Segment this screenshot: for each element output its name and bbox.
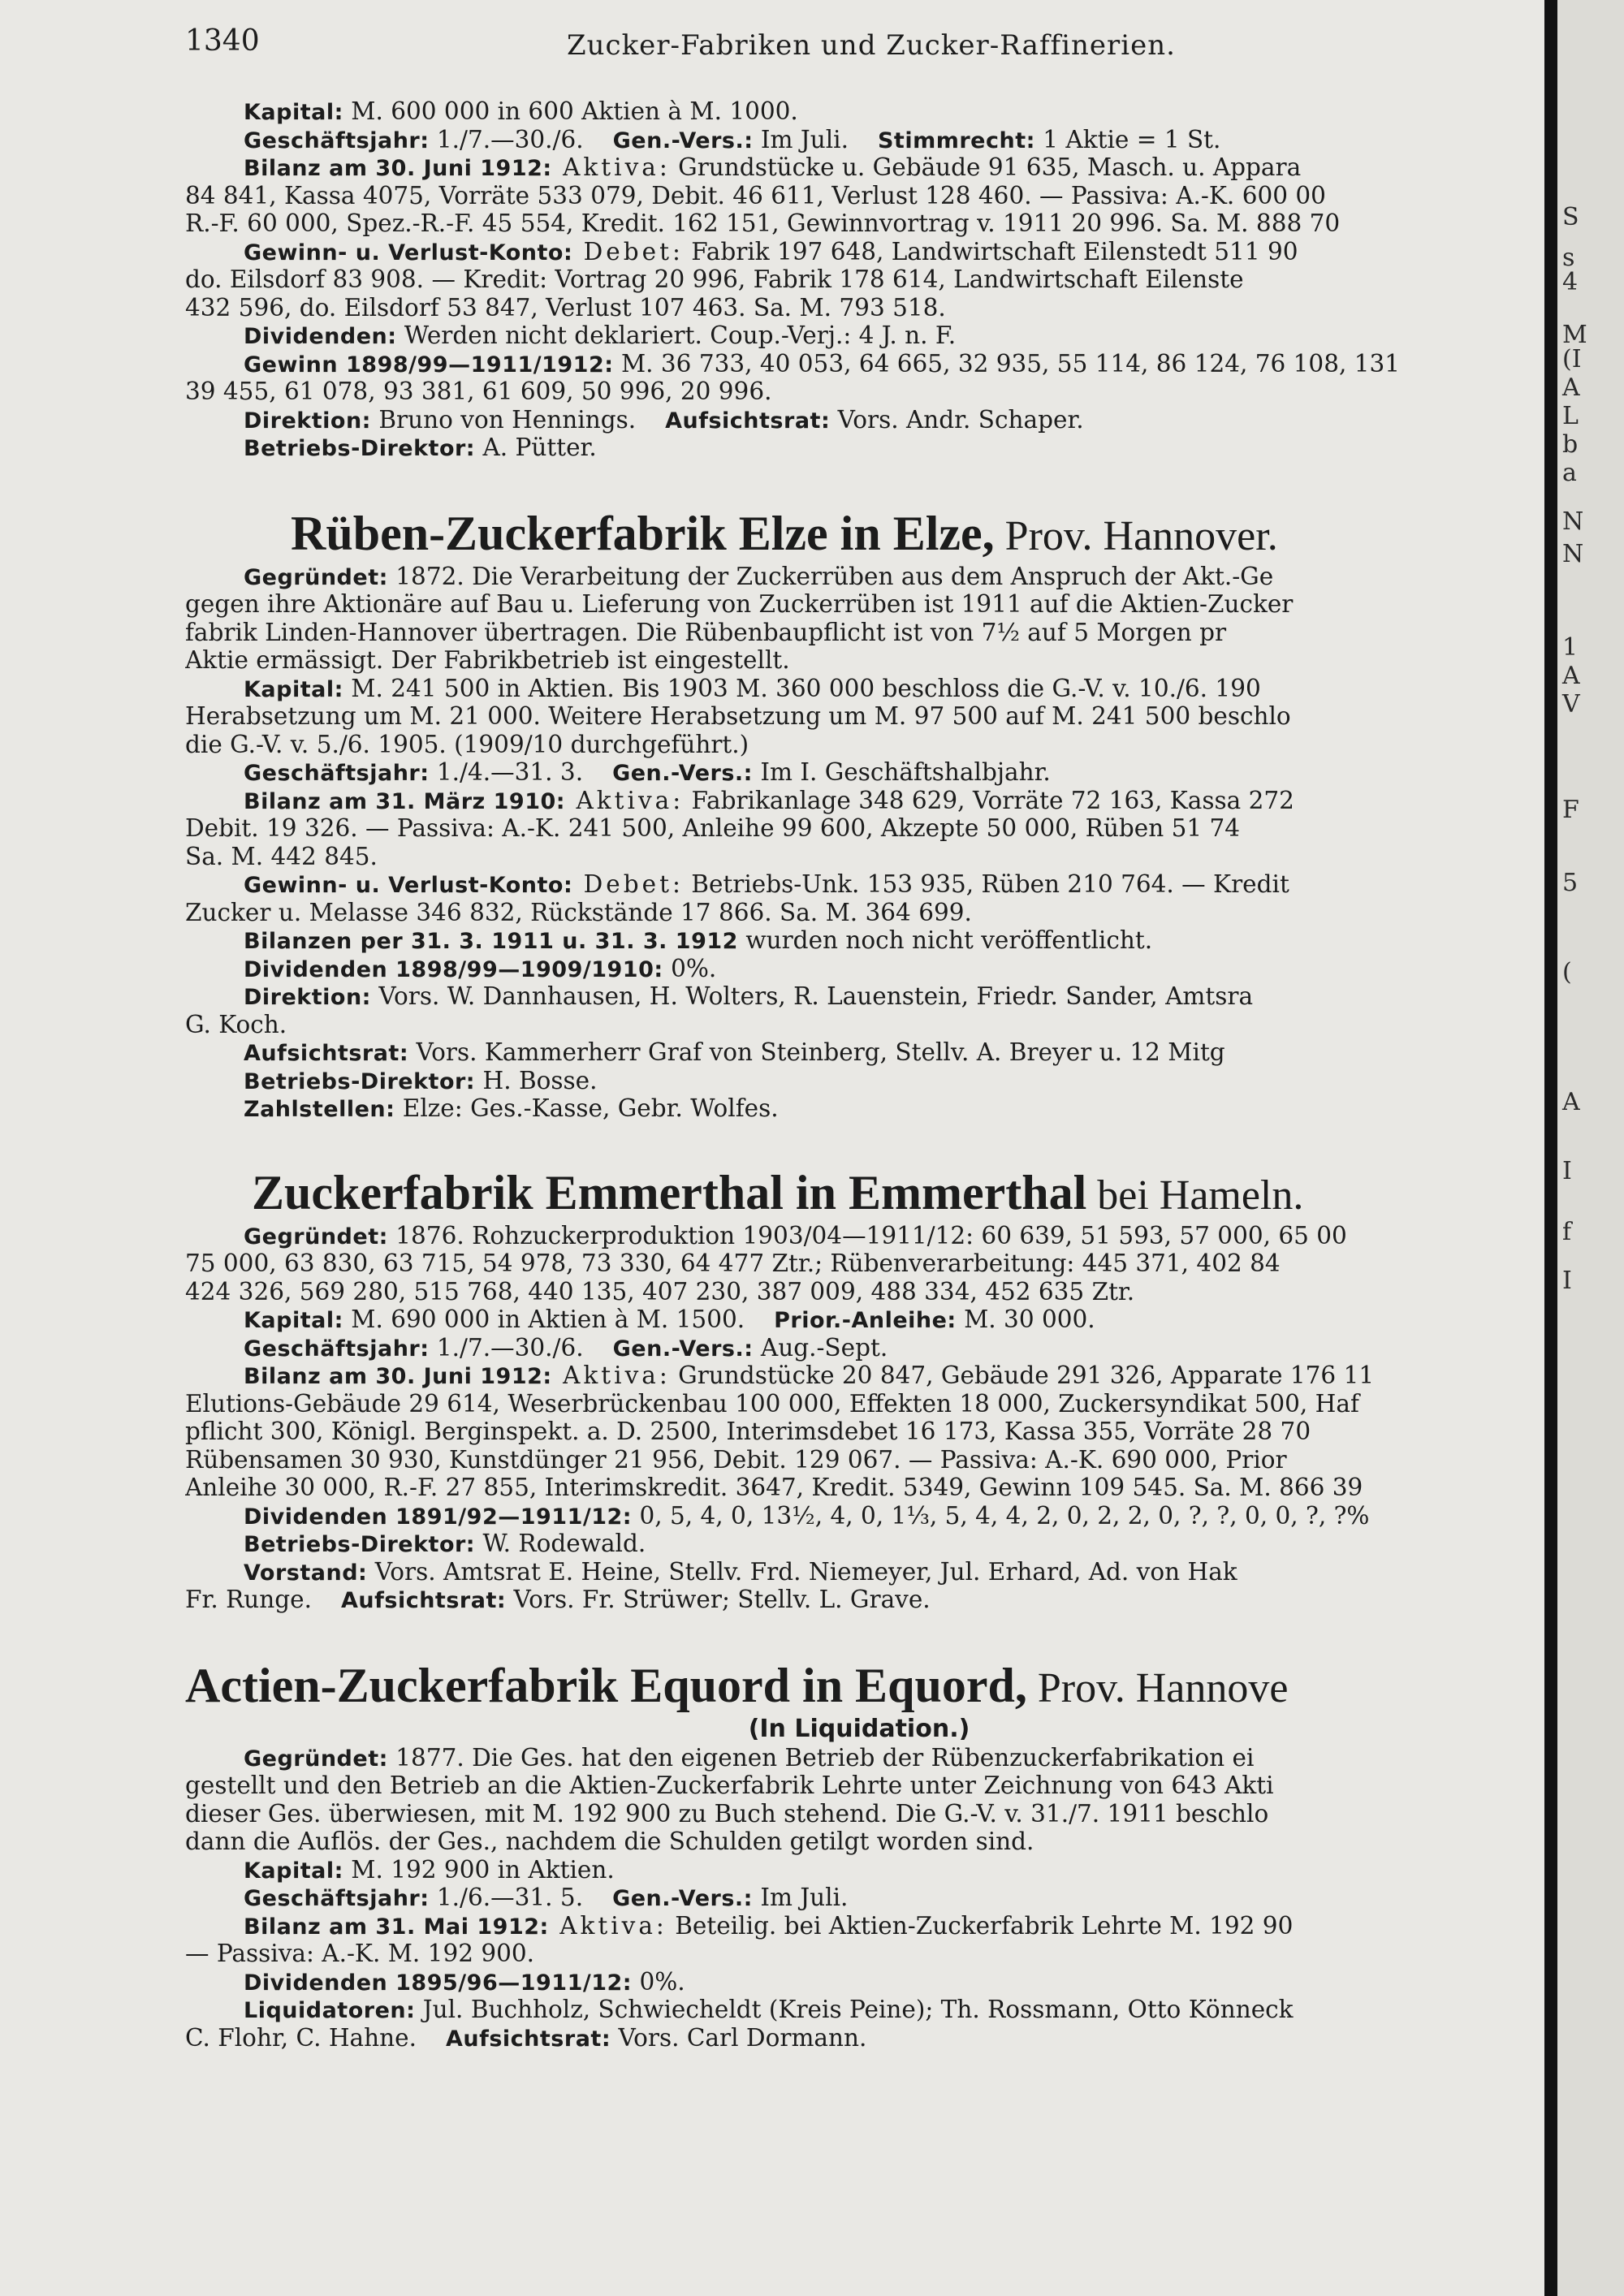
field-text: 1 Aktie = 1 St.	[1034, 125, 1221, 153]
text-line	[185, 1094, 1533, 1123]
field-text: Rübensamen 30 930, Kunstdünger 21 956, Debit. 129 067. — Passiva: A.-K. 690 000, Prior	[185, 1445, 1287, 1474]
text-line	[185, 1278, 1533, 1306]
text-line	[185, 378, 1533, 406]
field-text: Sa. M. 442 845.	[185, 842, 378, 870]
text-line	[185, 406, 1533, 434]
field-label: Gen.-Vers.:	[612, 127, 754, 153]
field-label: Gegründet:	[244, 564, 388, 590]
field-label: Gewinn- u. Verlust-Konto:	[244, 240, 573, 265]
field-text: M. 30 000.	[956, 1306, 1095, 1333]
field-text: Elze: Ges.-Kasse, Gebr. Wolfes.	[395, 1094, 779, 1122]
text-line	[185, 182, 1533, 210]
entry-title	[185, 507, 1533, 563]
field-label: Gen.-Vers.:	[612, 761, 753, 786]
text-line	[185, 1418, 1533, 1446]
edge-fragment: V	[1562, 690, 1580, 719]
text-line	[185, 1856, 1533, 1884]
field-text: dann die Auflös. der Ges., nachdem die Schulden getilgt worden sind.	[185, 1828, 1034, 1855]
field-label: Kapital:	[244, 676, 343, 702]
field-text: Grundstücke u. Gebäude 91 635, Masch. u. Appara	[670, 153, 1302, 181]
field-text: Fabrik 197 648, Landwirtschaft Eilenstedt 511 90	[683, 237, 1298, 265]
field-text: M. 241 500 in Aktien. Bis 1903 M. 360 000 beschloss die G.-V. v. 10./6. 190	[343, 674, 1261, 702]
text-line	[185, 758, 1533, 787]
text-line	[185, 1390, 1533, 1418]
field-text: Grundstücke 20 847, Gebäude 291 326, Apparate 176 11	[670, 1362, 1375, 1389]
entry-title-location: Prov. Hannove	[1026, 1664, 1289, 1711]
company-entry-continued	[185, 97, 1533, 462]
field-label: Prior.-Anleihe:	[774, 1308, 957, 1333]
text-line	[185, 563, 1533, 591]
text-line	[185, 1884, 1533, 1912]
text-line	[185, 1011, 1533, 1039]
text-line	[185, 899, 1533, 927]
field-label: Gewinn- u. Verlust-Konto:	[244, 873, 573, 898]
text-line	[185, 1306, 1533, 1334]
entry-subtitle: (In Liquidation.)	[748, 1714, 970, 1743]
text-line	[185, 870, 1533, 899]
field-label: Liquidatoren:	[244, 1998, 416, 2023]
field-text: Vors. Fr. Strüwer; Stellv. L. Grave.	[506, 1586, 931, 1613]
field-text: 1876. Rohzuckerproduktion 1903/04—1911/12: 60 639, 51 593, 57 000, 65 00	[387, 1221, 1347, 1249]
entry-title-name: Actien-Zuckerfabrik Equord in Equord,	[185, 1659, 1027, 1712]
field-text: do. Eilsdorf 83 908. — Kredit: Vortrag 20 996, Fabrik 178 614, Landwirtschaft Eilenste	[185, 265, 1244, 293]
field-label: Kapital:	[244, 1308, 343, 1333]
field-text: M. 690 000 in Aktien à M. 1500.	[343, 1306, 745, 1333]
field-label: Dividenden 1891/92—1911/12:	[244, 1504, 633, 1530]
field-subhead: Aktiva:	[548, 1911, 667, 1940]
text-line	[185, 814, 1533, 843]
text-line	[185, 126, 1533, 154]
text-line	[185, 982, 1533, 1011]
field-text: — Passiva: A.-K. M. 192 900.	[185, 1940, 535, 1967]
field-text: 424 326, 569 280, 515 768, 440 135, 407 230, 387 009, 488 334, 452 635 Ztr.	[185, 1277, 1135, 1306]
text-line	[185, 1474, 1533, 1502]
field-label: Aufsichtsrat:	[341, 1588, 507, 1613]
running-head: Zucker-Fabriken und Zucker-Raffinerien.	[567, 29, 1176, 62]
text-line	[185, 209, 1533, 238]
field-label: Bilanz am 30. Juni 1912:	[244, 1364, 552, 1389]
edge-fragment: 4	[1562, 268, 1579, 296]
edge-fragment: f	[1562, 1218, 1572, 1246]
text-line	[185, 97, 1533, 126]
field-label: Direktion:	[244, 985, 371, 1010]
edge-fragment: A	[1562, 1088, 1580, 1116]
edge-fragment: 1	[1562, 633, 1579, 662]
field-text: 39 455, 61 078, 93 381, 61 609, 50 996, 20 996.	[185, 378, 772, 405]
field-label: Direktion:	[244, 408, 371, 434]
field-subhead: Aktiva:	[551, 153, 671, 181]
field-text: R.-F. 60 000, Spez.-R.-F. 45 554, Kredit. 162 151, Gewinnvortrag v. 1911 20 996. Sa. M. 888 70	[185, 209, 1341, 237]
text-line	[185, 1362, 1533, 1390]
field-label: Bilanz am 30. Juni 1912:	[244, 156, 552, 181]
field-text: W. Rodewald.	[475, 1530, 646, 1557]
field-text: die G.-V. v. 5./6. 1905. (1909/10 durchgeführt.)	[185, 730, 749, 758]
field-text: 84 841, Kassa 4075, Vorräte 533 079, Debit. 46 611, Verlust 128 460. — Passiva: A.-K. 600 00	[185, 181, 1326, 209]
field-label: Stimmrecht:	[877, 127, 1035, 153]
page-gutter	[1544, 0, 1557, 2296]
field-text: Zucker u. Melasse 346 832, Rückstände 17 866. Sa. M. 364 699.	[185, 898, 972, 926]
field-label: Kapital:	[244, 1858, 343, 1884]
field-text: 1./7.—30./6.	[429, 125, 584, 153]
field-label: Gegründet:	[244, 1746, 388, 1772]
field-text: M. 192 900 in Aktien.	[343, 1855, 615, 1884]
field-subhead: Debet:	[572, 870, 684, 898]
edge-fragment: N	[1562, 507, 1584, 536]
text-line	[185, 2024, 1533, 2052]
edge-fragment: 5	[1562, 869, 1579, 897]
field-subhead: Aktiva:	[565, 786, 685, 814]
field-label: Vorstand:	[244, 1560, 368, 1586]
text-line	[185, 1038, 1533, 1067]
entry-title-location: Prov. Hannover.	[994, 512, 1278, 559]
edge-fragment: a	[1562, 459, 1577, 487]
field-text: 1872. Die Verarbeitung der Zuckerrüben aus dem Anspruch der Akt.-Ge	[387, 562, 1274, 590]
field-text: Fr. Runge.	[185, 1586, 313, 1613]
edge-fragment: L	[1562, 402, 1579, 430]
field-text: Im Juli.	[753, 125, 849, 153]
field-label: Geschäftsjahr:	[244, 127, 430, 153]
field-text: Jul. Buchholz, Schwiecheldt (Kreis Peine); Th. Rossmann, Otto Könneck	[415, 1996, 1294, 2023]
text-line	[185, 1912, 1533, 1940]
page-content	[185, 97, 1533, 2052]
field-label: Gegründet:	[244, 1224, 388, 1249]
field-text: H. Bosse.	[475, 1066, 598, 1094]
field-text: gestellt und den Betrieb an die Aktien-Zuckerfabrik Lehrte unter Zeichnung von 643 Akti	[185, 1772, 1274, 1799]
entry-title	[185, 1167, 1533, 1222]
text-line	[185, 646, 1533, 675]
entry-title	[185, 1659, 1533, 1715]
field-text: dieser Ges. überwiesen, mit M. 192 900 zu Buch stehend. Die G.-V. v. 31./7. 1911 beschlo	[185, 1799, 1269, 1828]
entry-title-location: bei Hameln.	[1086, 1172, 1304, 1219]
page-header	[185, 24, 1517, 65]
text-line	[185, 787, 1533, 815]
field-text: M. 36 733, 40 053, 64 665, 32 935, 55 114, 86 124, 76 108, 131	[613, 349, 1401, 378]
field-subhead: Debet:	[572, 237, 684, 265]
text-line	[185, 1996, 1533, 2024]
field-text: Debit. 19 326. — Passiva: A.-K. 241 500, Anleihe 99 600, Akzepte 50 000, Rüben 51 74	[185, 814, 1241, 842]
field-text: Betriebs-Unk. 153 935, Rüben 210 764. — Kredit	[683, 870, 1289, 898]
field-text: C. Flohr, C. Hahne.	[185, 2023, 417, 2052]
field-text: 432 596, do. Eilsdorf 53 847, Verlust 107 463. Sa. M. 793 518.	[185, 293, 946, 322]
text-line	[185, 294, 1533, 322]
field-text: fabrik Linden-Hannover übertragen. Die Rübenbaupflicht ist von 7½ auf 5 Morgen pr	[185, 618, 1227, 646]
field-label: Dividenden 1895/96—1911/12:	[244, 1970, 633, 1996]
field-text: Aktie ermässigt. Der Fabrikbetrieb ist eingestellt.	[185, 646, 790, 674]
field-text: 0, 5, 4, 0, 13½, 4, 0, 1⅓, 5, 4, 4, 2, 0, 2, 2, 0, ?, ?, 0, 0, ?, ?%	[632, 1501, 1370, 1530]
field-label: Dividenden 1898/99—1909/1910:	[244, 956, 663, 982]
text-line	[185, 1502, 1533, 1530]
text-line	[185, 1586, 1533, 1614]
field-text: Bruno von Hennings.	[370, 405, 637, 434]
edge-fragment: S	[1562, 203, 1579, 231]
text-line	[185, 1067, 1533, 1095]
text-line	[185, 1558, 1533, 1586]
field-label: Geschäftsjahr:	[244, 1886, 430, 1911]
field-text: G. Koch.	[185, 1010, 287, 1038]
field-label: Aufsichtsrat:	[244, 1041, 409, 1066]
edge-fragment: M	[1562, 321, 1587, 349]
text-line	[185, 1744, 1533, 1772]
field-text: Fabrikanlage 348 629, Vorräte 72 163, Kassa 272	[684, 786, 1294, 814]
edge-fragment: b	[1562, 430, 1579, 459]
edge-fragment: (I	[1562, 345, 1582, 373]
text-line	[185, 702, 1533, 731]
field-label: Betriebs-Direktor:	[244, 436, 476, 461]
text-line	[185, 1530, 1533, 1558]
field-text: 0%.	[632, 1967, 685, 1996]
text-line	[185, 1222, 1533, 1250]
field-text: Vors. W. Dannhausen, H. Wolters, R. Lauenstein, Friedr. Sander, Amtsra	[370, 982, 1254, 1010]
text-line	[185, 434, 1533, 462]
edge-fragment: N	[1562, 540, 1584, 568]
field-text: Vors. Kammerherr Graf von Steinberg, Stellv. A. Breyer u. 12 Mitg	[408, 1038, 1225, 1066]
text-line	[185, 1828, 1533, 1856]
text-line	[185, 238, 1533, 266]
text-line	[185, 731, 1533, 759]
field-label: Dividenden:	[244, 324, 397, 349]
field-text: wurden noch nicht veröffentlicht.	[737, 926, 1153, 954]
field-text: 1877. Die Ges. hat den eigenen Betrieb der Rübenzuckerfabrikation ei	[387, 1743, 1255, 1772]
field-text: Herabsetzung um M. 21 000. Weitere Herabsetzung um M. 97 500 auf M. 241 500 beschlo	[185, 702, 1291, 730]
text-line	[185, 153, 1533, 182]
field-label: Gen.-Vers.:	[612, 1886, 753, 1911]
field-text: Beteilig. bei Aktien-Zuckerfabrik Lehrte M. 192 90	[667, 1911, 1294, 1940]
field-text: gegen ihre Aktionäre auf Bau u. Lieferung von Zuckerrüben ist 1911 auf die Aktien-Zucker	[185, 590, 1294, 618]
field-label: Aufsichtsrat:	[445, 2026, 611, 2052]
field-text: A. Pütter.	[475, 434, 597, 461]
company-entry-equord	[185, 1659, 1533, 2052]
edge-fragment: A	[1562, 373, 1580, 402]
text-line	[185, 926, 1533, 955]
field-text: Vors. Andr. Schaper.	[830, 405, 1084, 434]
field-text: 1./6.—31. 5.	[429, 1884, 584, 1911]
field-text: 0%.	[663, 954, 717, 982]
text-line	[185, 322, 1533, 350]
text-line	[185, 843, 1533, 871]
field-text: 1./7.—30./6.	[429, 1333, 584, 1362]
company-entry-emmerthal	[185, 1167, 1533, 1614]
text-line	[185, 590, 1533, 619]
field-label: Bilanz am 31. Mai 1912:	[244, 1914, 549, 1940]
field-text: Im Juli.	[752, 1884, 849, 1911]
edge-fragment: F	[1562, 796, 1579, 824]
field-text: 75 000, 63 830, 63 715, 54 978, 73 330, 64 477 Ztr.; Rübenverarbeitung: 445 371, 402 84	[185, 1249, 1281, 1277]
field-text: Anleihe 30 000, R.-F. 27 855, Interimskredit. 3647, Kredit. 5349, Gewinn 109 545. Sa. M. 866 39	[185, 1474, 1363, 1501]
field-text: Vors. Carl Dormann.	[611, 2023, 867, 2052]
field-label: Betriebs-Direktor:	[244, 1068, 476, 1094]
field-label: Kapital:	[244, 100, 343, 125]
text-line	[185, 1249, 1533, 1278]
field-text: M. 600 000 in 600 Aktien à M. 1000.	[343, 97, 798, 125]
page-number: 1340	[185, 24, 260, 58]
field-label: Aufsichtsrat:	[665, 408, 831, 434]
text-line	[185, 265, 1533, 294]
edge-fragment: (	[1562, 958, 1572, 986]
adjacent-page-edge	[1557, 0, 1624, 2296]
entry-title-name: Zuckerfabrik Emmerthal in Emmerthal	[252, 1166, 1087, 1219]
field-text: Im I. Geschäftshalbjahr.	[752, 758, 1051, 786]
field-label: Bilanzen per 31. 3. 1911 u. 31. 3. 1912	[244, 929, 738, 954]
field-text: Vors. Amtsrat E. Heine, Stellv. Frd. Niemeyer, Jul. Erhard, Ad. von Hak	[367, 1557, 1237, 1586]
text-line	[185, 1772, 1533, 1800]
field-text: 1./4.—31. 3.	[429, 758, 584, 786]
edge-fragment: s	[1562, 244, 1575, 272]
company-entry-elze	[185, 507, 1533, 1123]
text-line	[185, 1446, 1533, 1474]
field-label: Geschäftsjahr:	[244, 761, 430, 786]
text-line	[185, 1968, 1533, 1996]
edge-fragment: I	[1562, 1157, 1572, 1185]
text-line	[185, 675, 1533, 703]
field-label: Zahlstellen:	[244, 1097, 395, 1122]
field-text: Aug.-Sept.	[753, 1333, 888, 1362]
field-subhead: Aktiva:	[551, 1362, 671, 1389]
field-label: Betriebs-Direktor:	[244, 1532, 476, 1557]
field-text: Elutions-Gebäude 29 614, Weserbrückenbau 100 000, Effekten 18 000, Zuckersyndikat 500, Haf	[185, 1389, 1359, 1418]
text-line	[185, 350, 1533, 378]
text-line	[185, 1334, 1533, 1362]
text-line	[185, 1800, 1533, 1828]
text-line	[185, 619, 1533, 647]
edge-fragment: I	[1562, 1267, 1572, 1295]
field-label: Bilanz am 31. März 1910:	[244, 788, 566, 814]
field-label: Gewinn 1898/99—1911/1912:	[244, 352, 614, 378]
field-text: pflicht 300, Königl. Berginspekt. a. D. 2500, Interimsdebet 16 173, Kassa 355, Vorräte 28 70	[185, 1418, 1311, 1445]
text-line	[185, 1940, 1533, 1968]
edge-fragment: A	[1562, 662, 1580, 690]
field-label: Geschäftsjahr:	[244, 1336, 430, 1362]
field-label: Gen.-Vers.:	[612, 1336, 754, 1362]
text-line	[185, 955, 1533, 983]
entry-title-name: Rüben-Zuckerfabrik Elze in Elze,	[291, 507, 995, 560]
field-text: Werden nicht deklariert. Coup.-Verj.: 4 J. n. F.	[396, 322, 957, 349]
